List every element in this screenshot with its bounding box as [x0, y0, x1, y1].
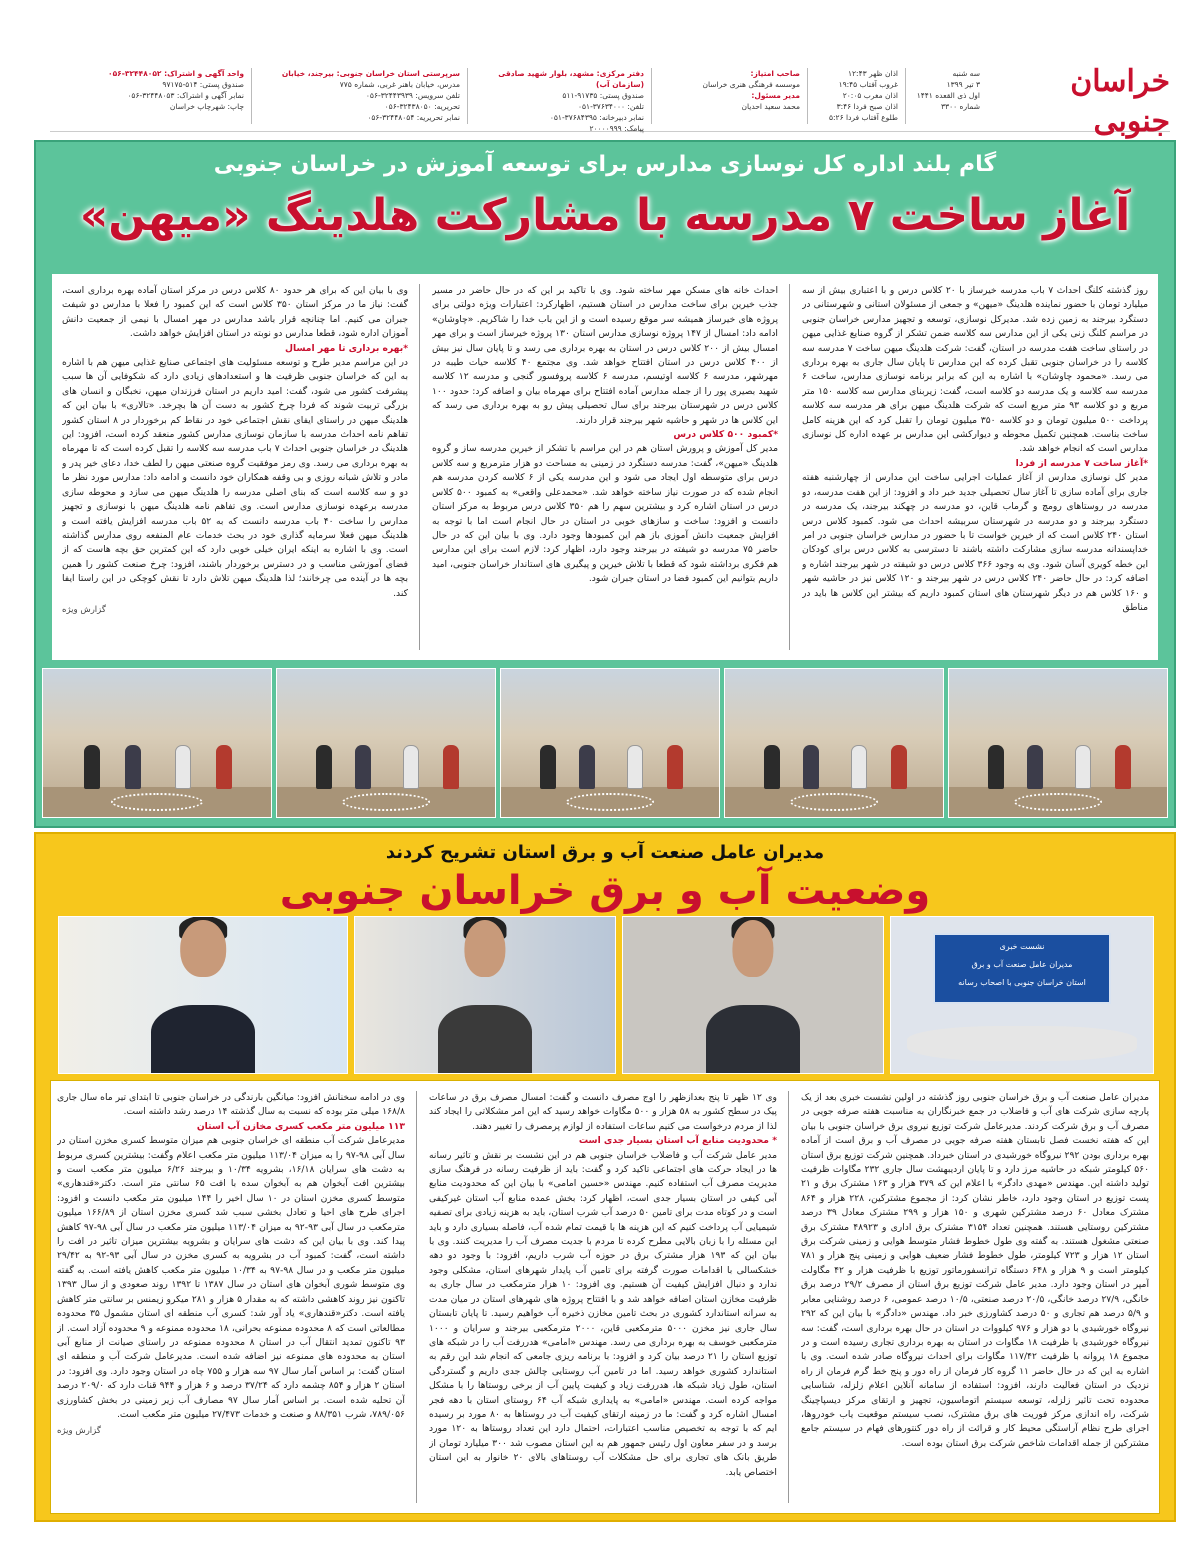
issue-info: سه شنبه ۳ تیر ۱۳۹۹ اول ذی القعده ۱۴۴۱ شماره ۳۳۰۰ — [916, 69, 980, 111]
subheading: ۱۱۳ میلیون متر مکعب کسری مخازن آب استان — [196, 1120, 405, 1132]
central-office-info: دفتر مرکزی: مشهد، بلوار شهید صادقی (سازمان آب) صندوق پستی: ۹۱۷۳۵-۵۱۱ تلفن: ۳۷۶۳۴۰۰۰-۰۵۱ نمابر دبیرخانه: ۳۷۶۸۴۳۹۵-۰۵۱ پیامک: ۲۰۰۰۰۹۹۹ — [498, 69, 644, 133]
ads-info: واحد آگهی و اشتراک: ۳۲۴۴۸۰۵۲-۰۵۶ صندوق پستی: ۵۱۴-۹۷۱۷۵ نمابر آگهی و اشتراک: ۳۲۴۴۸۰۵۳-۰۵۶ چاپ: شهرچاپ خراسان — [108, 69, 244, 111]
prayer-times: اذان ظهر ۱۲:۴۳ غروب آفتاب ۱۹:۴۵ اذان مغرب ۲۰:۰۵ اذان صبح فردا ۳:۴۶ طلوع آفتاب فردا ۵:۲۶ — [828, 69, 898, 122]
divider — [807, 68, 808, 124]
director-portrait[interactable] — [622, 916, 884, 1074]
subheading: * محدودیت منابع آب استان بسیار جدی است — [578, 1135, 777, 1147]
section1-kicker: گام بلند اداره کل نوسازی مدارس برای توسعه آموزش در خراسان جنوبی — [213, 152, 997, 177]
ceremony-photo[interactable] — [724, 668, 944, 818]
byline: گزارش ویژه — [62, 604, 106, 615]
press-conference-photos — [56, 916, 1154, 1074]
subheading: *آغاز ساخت ۷ مدرسه از فردا — [1015, 457, 1148, 469]
ceremony-photo[interactable] — [276, 668, 496, 818]
article-column: وی در ادامه سخنانش افزود: میانگین بارندگی در خراسان جنوبی تا ابتدای تیر ماه سال جاری ۱۶۸/۸ میلی متر بوده که نسبت به سال گذشته ۱۴ درصد رشد داشته است. ۱۱۳ میلیون متر مکعب کسری مخازن آب استان مدیرعامل شرکت آب منطقه ای خراسان جنوبی هم میزان متوسط کسری مخزن استان در سال آبی ۹۸-۹۷ را به میزان ۱۱۳/۰۴ میلیون متر مکعب اعلام وگفت: بیشترین کسری مربوط به دشت های سرایان ۱۶/۱۸، بشرویه ۱۰/۳۴ و بیرجند ۶/۲۶ میلیون متر مکعب است و بیشترین افت آبخوان هم به آبخوان سده با افت ۶۵ سانتی متر است. دکتر«قندهاری» متوسط کسری مخزن استان در ۱۰ سال اخیر را ۱۴۴ میلیون متر مکعب دانست و افزود: اجرای طرح های احیا و تعادل بخشی سبب شد کسری مخزن استان از ۱۶۶/۸۹ میلیون مترمکعب در سال آبی ۹۳-۹۲ به میزان ۱۱۳/۰۴ میلیون متر مکعب در سال آبی ۹۸-۹۷ کاهش پیدا کند. وی با بیان این که دشت های سرایان و بشرویه بیشترین میزان تاثیر در افت را داشته است، گفت: کمبود آب در بشرویه به کسری مخزن در سال آبی ۹۳-۹۲ به ۲۹/۴۲ میلیون متر مکعب و در سال ۹۸-۹۷ به ۱۰/۳۴ میلیون متر مکعب کاهش یافته است. به گفته وی متوسط شوری آبخوان های استان در سال ۱۳۸۷ تا ۱۳۹۲ روند صعودی و از سال ۱۳۹۳ تاکنون نیز روند کاهشی داشته که به مقدار ۵ هزار و ۲۸۱ میکرو زیمنس بر سانتی متر کاهش یافته است. دکتر«قندهاری» یاد آور شد: کسری آب منطقه ای استان مشمول ۳۵ محدوده مطالعاتی است که ۸ محدوده ممنوعه بحرانی، ۱۸ محدوده ممنوعه و ۹ محدوده آزاد است. از ۹۳ تاکنون تمدید انتقال آب در استان ۸ محدوده ممنوعه در راستای صیانت از منابع آبی استان به محدوده های ممنوعه نیز اضافه شده است. مدیرعامل شرکت آب و منطقه ای استان گفت: بر اساس آمار سال ۹۷ سه هزار و ۷۵۵ چاه در استان وجود دارد. وی افزود: در استان ۲ هزار و ۸۵۴ چشمه دارد که ۳۷/۲۴ درصد و ۶ هزار و ۹۴۴ قنات دارد که ۲۰۹/۰ درصد آن تحلیه شده است. بر اساس آمار سال ۹۷ مصارف آب زیر زمینی در بخش کشاورزی ۷۸۹/۰۵۶، شرب ۸۸/۳۵۱ و صنعت و خدمات ۲۷/۴۷۳ میلیون متر مکعب است. گزارش ویژه — [57, 1091, 405, 1503]
column-divider — [416, 1091, 417, 1503]
divider — [651, 68, 652, 124]
newspaper-logo[interactable] — [990, 62, 1170, 139]
section2-kicker: مدیران عامل صنعت آب و برق استان تشریح کردند — [385, 842, 825, 863]
ceremony-photo[interactable] — [948, 668, 1168, 818]
logo-text: خراسان جنوبی — [1070, 64, 1170, 139]
section2-headline[interactable]: وضعیت آب و برق خراسان جنوبی — [279, 868, 931, 914]
byline: گزارش ویژه — [57, 1426, 101, 1437]
column-divider — [789, 284, 790, 650]
article-column: احداث خانه های مسکن مهر ساخته شود. وی با تاکید بر این که در حال حاضر در مسیر جذب خیرین برای ساخت مدارس در استان هستیم، اظهارکرد: اعتبارات ویژه دولتی برای پروژه های خیرساز همیشه سر موقع رسیده است و از این باب خدا را شاکریم. «چاوشان» ادامه داد: امسال از ۱۴۷ پروژه نوسازی مدارس استان ۱۳۰ پروژه خیرساز است و برای مهر امسال بیش از ۲۰۰ کلاس درس در استان به بهره برداری می رسد و تا پایان سال نیز بیش از ۴۰۰ کلاس درس در استان افتتاح خواهد شد. وی مجتمع ۴۰ کلاسه حیات طیبه در مهرشهر، مدرسه ۶ کلاسه اوتیسم، مدرسه ۶ کلاسه پروفسور گنجی و مدرسه ۱۲ کلاسه شهید بصیری پور را از جمله مدارس آماده افتتاح برای مهرماه بیان و اضافه کرد: حدود ۱۰۰ کلاس درس در شهرستان بیرجند برای سال تحصیلی پیش رو به بهره برداری می رسد که این کلاس ها در شهر و حاشیه شهر بیرجند قرار دارند. *کمبود ۵۰۰ کلاس درس مدیر کل آموزش و پرورش استان هم در این مراسم با تشکر از خیرین مدرسه ساز و گروه هلدینگ «میهن»، گفت: مدرسه دستگرد در زمینی به مساحت دو هزار مترمربع و سه کلاس درس برای متوسطه اول ایجاد می شود و این مدرسه یکی از ۶ کلاسه کردن مدرسه هم انجام شده که در صورت نیاز ساخته خواهد شد. «محمدعلی واقعی» به کمبود ۵۰۰ کلاس درس در استان اشاره کرد و بیشترین سهم را هم ۳۵۰ کلاس درس مربوط به مرکز استان دانست و افزود: ساخت و سازهای خوبی در استان در حال انجام است اما با توجه به افزایش جمعیت دانش آموزی باز هم این کمبودها وجود دارد. وی با بیان این که در حال حاضر ۷۵ مدرسه دو شیفته در بیرجند وجود دارد، اظهار کرد: لازم است برای این مدارس هم فکری برداشته شود که قطعا با تلاش خیرین و پیگیری های استاندار خراسان جنوبی، امید داریم بتوانیم این کمبود فضا در استان جبران شود. — [432, 285, 778, 585]
article-column: روز گذشته کلنگ احداث ۷ باب مدرسه خیرساز با ۲۰ کلاس درس و با اعتباری بیش از سه میلیارد تومان با حضور نماینده هلدینگ «میهن» و جمعی از مسئولان استانی و شهرستانی در دستگرد بیرجند به زمین زده شد. مدیرکل نوسازی، توسعه و تجهیز مدارس خراسان جنوبی در مراسم کلنگ زنی یکی از این مدارس سه کلاسه ضمن تشکر از گروه صنایع غذایی میهن در راستای ساخت هفت مدرسه در استان، گفت: شرکت هلدینگ میهن ساخت ۷ مدرسه سه کلاسه را در خراسان جنوبی تقبل کرده که این مدارس تا پایان سال جاری به بهره برداری می رسد. «محمود چاوشان» با اشاره به این که برابر برنامه نوسازی مدارس، ساخت ۶ مدرسه سه کلاسه و یک مدرسه دو کلاسه است، گفت: زیربنای مدارس سه کلاسه ۱۵۰ متر مربع و دو کلاسه ۹۳ متر مربع است که شرکت هلدینگ میهن برای هر مدرسه سه کلاسه پرداخت ۵۰۰ میلیون تومان و دو کلاسه ۳۵۰ میلیون تومان را تقبل کرد که این هزینه کامل ساخت بناست. همچنین تکمیل محوطه و دیوارکشی این مدارس بر عهده اداره کل نوسازی مدارس است که انجام خواهد شد. *آغاز ساخت ۷ مدرسه از فردا مدیر کل نوسازی مدارس از آغاز عملیات اجرایی ساخت این مدارس از چهارشنبه هفته جاری برای آماده سازی تا آغاز سال تحصیلی جدید خبر داد و افزود: از این هفت مدرسه، دو مدرسه در روستاهای رومچ و گرماب قاین، دو مدرسه در چهکند بیرجند، یک مدرسه در دستگرد بیرجند و دو مدرسه در شهرستان سربیشه احداث می شود. کمبود کلاس درس استان ۲۴۰ کلاس است که از خیرین خواست تا با حضور در مدارس خراسان جنوبی در امر خداپسندانه مدرسه سازی مشارکت داشته باشند تا دسترسی به کلاس درس برای کودکان این خطه کویری آسان شود. وی به وجود ۳۶۶ کلاس درس دو شیفته در شهر بیرجند اشاره و اضافه کرد: در حال حاضر ۲۴۰ کلاس درس در شهر بیرجند و ۱۲۰ کلاس نیز در حاشیه شهر و ۱۶۰ کلاس هم در دیگر شهرستان های استان کمبود داریم که بیشتر این کلاس ها باید در مناطق — [802, 285, 1148, 613]
column-divider — [419, 284, 420, 650]
divider — [251, 68, 252, 124]
section1-article — [52, 274, 1158, 660]
divider — [905, 68, 906, 124]
director-portrait[interactable] — [354, 916, 616, 1074]
masthead — [50, 62, 1170, 139]
provincial-office-info: سرپرستی استان خراسان جنوبی: بیرجند، خیابان مدرس، خیابان باهنر غربی، شماره ۷۷۵ تلفن سرویس: ۳۲۴۴۳۹۳۹-۰۵۶ تحریریه: ۳۲۴۳۸۰۵۰-۰۵۶ نمابر تحریریه: ۳۲۴۴۸۰۵۴-۰۵۶ — [281, 69, 460, 122]
article-column: وی با بیان این که برای هر حدود ۸۰ کلاس درس در مرکز استان آماده بهره برداری است، گفت: نیاز ما در مرکز استان ۳۵۰ کلاس است که این کمبود را فعلا با مدارس دو شیفت جبران می کنیم. اما چنانچه قرار باشد مدارس در مهر امسال با نیمی از جمعیت دانش آموزان اداره شود، قطعا مدارس دو نوبته در استان افزایش خواهد داشت. *بهره برداری تا مهر امسال در این مراسم مدیر طرح و توسعه مسئولیت های اجتماعی صنایع غذایی میهن هم با اشاره به این که خراسان جنوبی ظرفیت ها و استعدادهای زیادی دارد که شکوفایی آن ها سبب پیشرفت کشور می شود، گفت: امید داریم در استان فرزندان میهن، نخبگان و انسان های بزرگی تربیت شوند که فردا چرخ کشور به دست آن ها بچرخد. «تالاری» با بیان این که هلدینگ میهن در راستای ایفای نقش اجتماعی خود در نقاط کم برخوردار در ۸ استان کشور تفاهم نامه احداث مدرسه با سازمان نوسازی مدارس کشور منعقد کرده است، افزود: این هلدینگ در خراسان جنوبی احداث ۷ باب مدرسه سه کلاسه را تقبل کرده است که تا مهرماه به بهره برداری می رسد. وی رمز موفقیت گروه صنعتی میهن را لطف خدا، دعای خیر پدر و مادر و تلاش شبانه روزی و بی وقفه همکاران خود دانست و ادامه داد: مدارس مورد نظر ما دو و سه کلاسه است که بنای اصلی مدرسه را هلدینگ میهن می سازد و محوطه سازی مدرسه برعهده نوسازی مدارس است. وی تفاهم نامه هلدینگ میهن با نوسازی و تجهیز مدارس را ساخت ۴۰ باب مدرسه دانست که به ۵۲ باب مدرسه افزایش یافته است و هلدینگ میهن فعلا سرمایه گذاری خود در بحث خدمات عام المنفعه روی مدارس گذاشته است. وی با اشاره به اینکه ایران خیلی خوبی دارد که این کمترین حق بچه هاست که از فضای آموزشی مناسب و در دسترس برخوردار باشند، افزود: چرخ صنعت کشور را همین بچه ها در آینده می چرخانند؛ لذا هلدینگ میهن تلاش دارد تا نقش کوچکی در این راستا ایفا کند. گزارش ویژه — [62, 284, 408, 650]
ceremony-photo[interactable] — [500, 668, 720, 818]
subheading: *بهره برداری تا مهر امسال — [285, 342, 408, 354]
section1-headline[interactable]: آغاز ساخت ۷ مدرسه با مشارکت هلدینگ «میهن» — [79, 190, 1131, 241]
subheading: *کمبود ۵۰۰ کلاس درس — [673, 429, 778, 441]
ceremony-photo[interactable] — [42, 668, 272, 818]
column-divider — [788, 1091, 789, 1503]
press-conference-photo[interactable] — [890, 916, 1154, 1074]
section2-article — [50, 1080, 1160, 1514]
article-column: وی ۱۲ ظهر تا پنج بعدازظهر را اوج مصرف دانست و گفت: امسال مصرف برق در ساعات پیک در سطح کشور به ۵۸ هزار و ۵۰۰ مگاوات خواهد رسید که این امر مشکلاتی را ایجاد کند لذا از مردم درخواست می کنیم ساعات استفاده از لوازم پرمصرف را تغییر دهند. * محدودیت منابع آب استان بسیار جدی است مدیر عامل شرکت آب و فاضلاب خراسان جنوبی هم در این نشست بر نقش و تاثیر رسانه ها در ایجاد حرکت های اجتماعی تاکید کرد و گفت: باید از ظرفیت رسانه در فرهنگ سازی مدیریت مصرف آب استفاده کنیم. مهندس «حسین امامی» با بیان این که محدودیت منابع آبی کیفی در استان بسیار جدی است، اظهار کرد: بخش عمده منابع آب استان غیرکیفی است و در کوتاه مدت برای تامین ۵۰ درصد آب شرب استان، باید به هزینه زیادی برای تصفیه شیمیایی آب پرداخت کنیم که این هزینه ها با قیمت تمام شده آب، فاصله بسیاری دارد و باید این مسئله را با زبان بالایی مطرح کرده تا مردم با جدیت مصرف آب را مدیریت کنند. وی با بیان این که ۱۹۳ هزار مشترک برق در حوزه آب شرب داریم، افزود: با وجود دو دهه خشکسالی با اقدامات صورت گرفته برای تامین آب پایدار شهرهای استان، مشکلی وجود ندارد و دنبال افزایش کیفیت آن هستیم. وی افزود: ۱۰ هزار مترمکعب در سال جاری به ظرفیت مخازن استان اضافه خواهد شد و با افتتاح پروژه های شهرهای استان در میان مدت به سرانه استاندارد کشوری در بحث تامین مخازن ذخیره آب خواهیم رسید. تا پایان تابستان سال جاری نیز مخزن ۵۰۰۰ مترمکعبی قاین، ۲۰۰۰ مترمکعبی بیرجند و سرایان و ۱۰۰۰ مترمکعبی خوسف به بهره برداری می رسد. مهندس «امامی» هدررفت آب را در شبکه های توزیع استان را ۲۱ درصد بیان کرد و افزود: با برنامه ریزی جامعی که انجام شد این رقم به استاندارد کشوری خواهد رسید. اما در تامین آب روستایی چالش جدی داریم و گستردگی استان، طول زیاد شبکه ها، هدررفت زیاد و کیفیت پایین آب از برخی روستاها را با مشکل مواجه کرده است. مهندس «امامی» به پایداری شبکه آب ۶۴ روستای استان با دهه فجر امسال اشاره کرد و گفت: ما در زمینه ارتقای کیفیت آب در روستاها به ۸۰ مورد بر رسیده ایم که با توجه به تخصیص مناسب اعتبارات، احتمال دارد این تعداد روستاها به ۱۲۰ مورد برسد و در سفر معاون اول رئیس جمهور هم به این استان مصوب شد ۳۰۰ میلیارد تومان از طریق بانک های تجاری برای حل مشکلات آب روستاهای بالای ۲۰ خانوار به این استان اختصاص یابد. — [429, 1092, 777, 1478]
ceremony-photo-strip — [42, 668, 1168, 818]
owner-info: صاحب امتیاز: موسسه فرهنگی هنری خراسان مدیر مسئول: محمد سعید احدیان — [702, 69, 800, 111]
divider — [467, 68, 468, 124]
school-construction-section — [34, 140, 1176, 828]
water-electricity-section — [34, 832, 1176, 1522]
director-portrait[interactable] — [58, 916, 348, 1074]
article-column: مدیران عامل صنعت آب و برق خراسان جنوبی روز گذشته در اولین نشست خبری بعد از یک پارچه سازی شرکت های آب و فاضلاب در جمع خبرنگاران به مناسبت هفته صرفه جویی در مصرف آب و برق شرکت کردند. مدیرعامل شرکت توزیع نیروی برق خراسان جنوبی با بیان این که هفته نخست فصل تابستان هفته صرفه جویی در مصرف آب و برق است از آماده بهره برداری بودن ۲۹۲ نیروگاه خورشیدی در استان خبرداد. همچنین شرکت توزیع برق استان ۵۶۰ کیلومتر شبکه در حاشیه مرز دارد و تا پایان اردیبهشت سال جاری ۲۳۲ مگاوات ظرفیت تولید داشته این. مهندس «مهدی دادگر» با اعلام این که ۳۷۹ هزار و ۱۶۳ مشترک برق و ۲۱ پست توزیع در استان وجود دارد، خاطر نشان کرد: از مجموع مشترکین، ۲۲۸ هزار و ۸۶۴ مشترک معادل ۶۰ درصد مشترکین شهری و ۱۵۰ هزار و ۲۹۹ مشترک معادل ۳۹ درصد مشترکین روستایی هستند. همچنین تعداد ۳۱۵۴ مشترک برق اداری و ۴۸۹۲۳ مشترک برق صنعتی مشغول هستند. به گفته وی طول خطوط فشار متوسط هوایی و زمینی شرکت برق استان ۱۲ هزار و ۷۲۳ کیلومتر، طول خطوط فشار ضعیف هوایی و زمینی پنج هزار و ۷۸۱ کیلومتر است و ۹ هزار و ۶۴۸ دستگاه ترانسفورماتور توزیع با ظرفیت هزار و ۴۲ مگاولت آمپر در استان وجود دارد. مدیر عامل شرکت توزیع برق استان از مصرف ۲۹/۲ درصد برق خانگی، ۲۷/۹ درصد خانگی، ۲۰/۵ درصد صنعتی، ۱۰/۵ درصد عمومی، ۶ درصد روشنایی معابر و ۵/۹ درصد هم تجاری و ۵۰ درصد کشاورزی خبر داد. مهندس «دادگر» با بیان این که ۲۹۲ نیروگاه خورشیدی با دو هزار و ۹۷۶ کیلووات در استان در حال بهره برداری است، گفت: سه نیروگاه خورشیدی با ظرفیت ۱۸ مگاوات در استان به بهره برداری تجاری رسیده است و در مجموع ۱۸ پروانه با ظرفیت ۱۱۷/۴۲ مگاوات برای احداث نیروگاه صادر شده است. وی با اشاره به این که در حال حاضر ۱۱ گروه کار فرمان از راه دور و پنج خط گرم فرمان از راه نزدیک در استان فعالیت دارند، افزود: استفاده از سامانه آنلاین اعلام زلزله، شناسایی محدوده تحت تاثیر زلزله، توسعه سیستم اتوماسیون، تجهیز و ارتقای مرکز دیسپاچینگ شرکت، راه اندازی مرکز فوریت های برق مشترک، نصب سیستم موقعیت یاب خودروها، اجرای طرح نظام آراستگی محیط کار و قرائت از راه دور کنتورهای فهام در سیستم جامع مشترکین از جمله اقدامات شاخص شرکت برق استان بوده است. — [801, 1092, 1149, 1449]
conference-screen: نشست خبری مدیران عامل صنعت آب و برق استان خراسان جنوبی با اصحاب رسانه — [933, 933, 1111, 1005]
